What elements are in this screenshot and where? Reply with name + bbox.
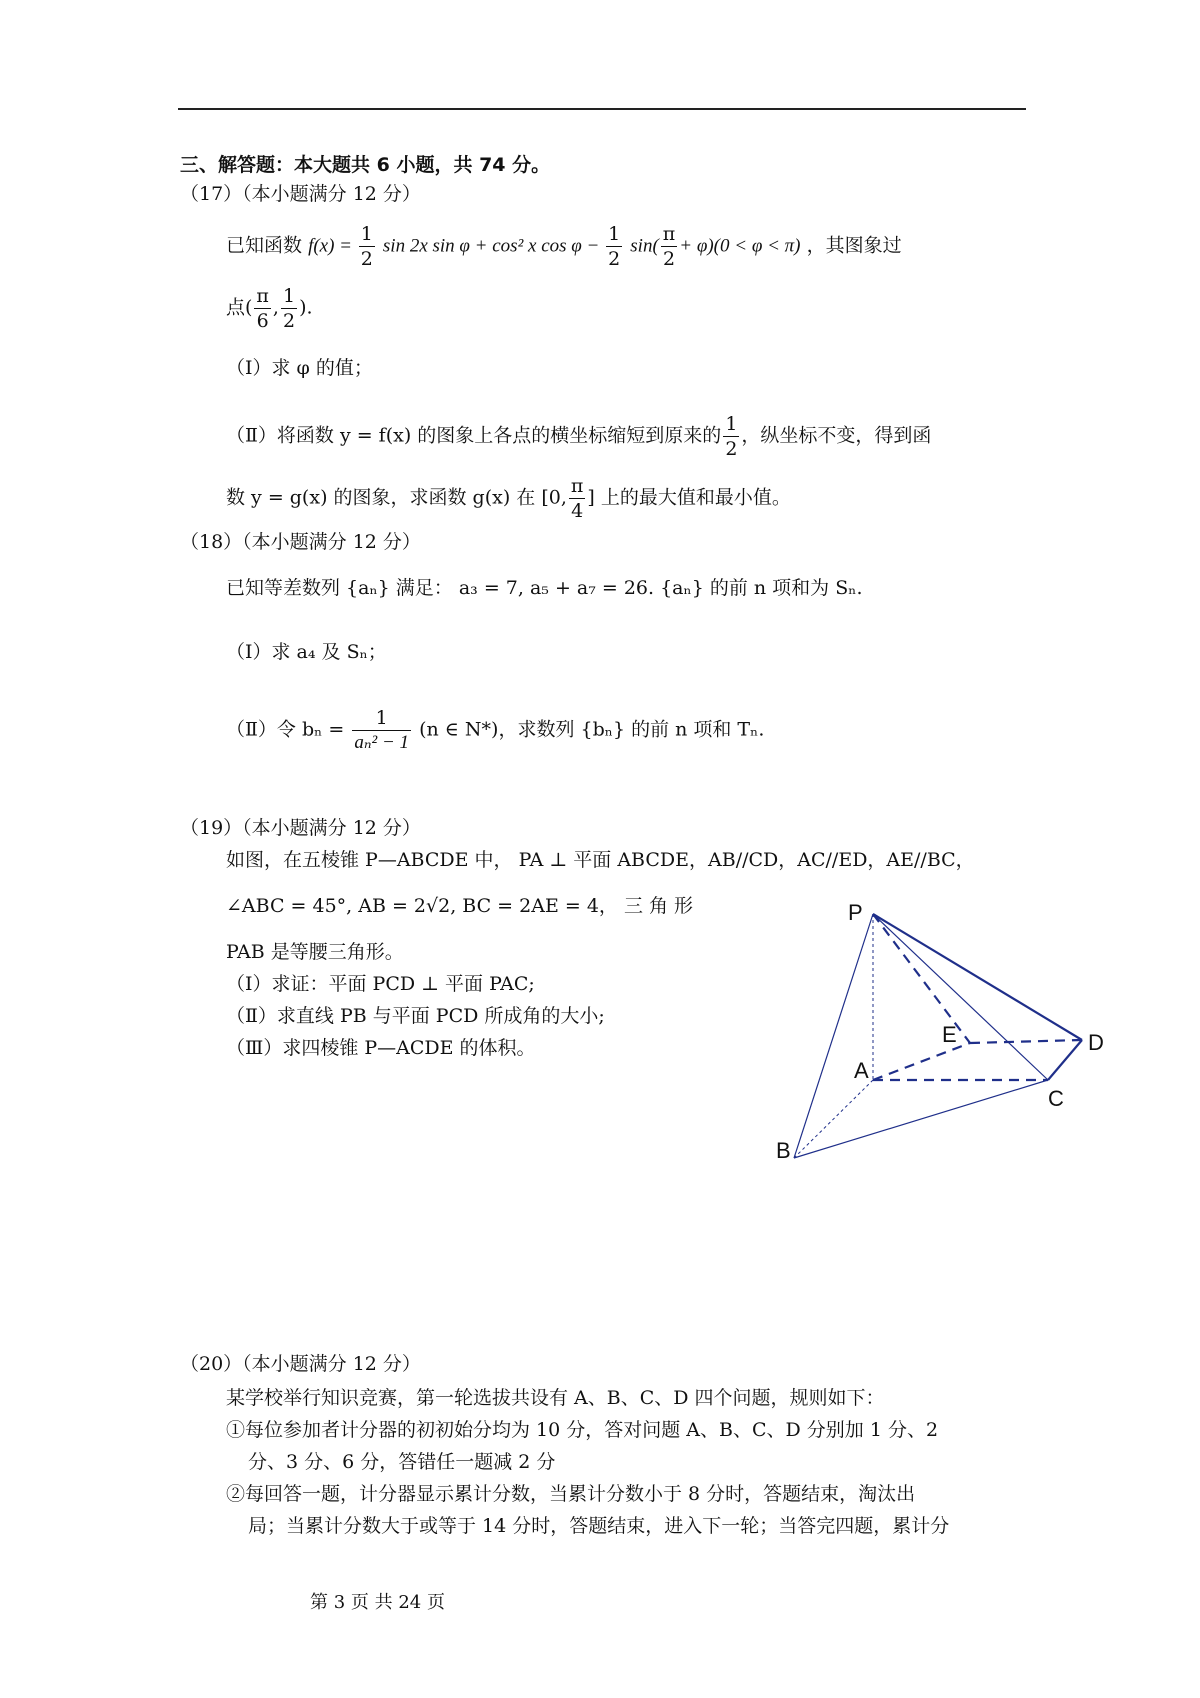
q17-point-y-num: 1: [282, 285, 296, 307]
q18-part2: [226, 706, 764, 755]
q17-part2-frac-num: 1: [725, 413, 738, 435]
q17-point-suffix: ).: [299, 296, 313, 319]
q17-point-x: [254, 284, 271, 333]
label-p: P: [848, 900, 863, 925]
q17-part2-int-den: 4: [571, 500, 584, 522]
q18-part2-den: aₙ² − 1: [354, 732, 410, 753]
q17-part2-line2: [226, 474, 791, 523]
q20-rule1-b: 分、3 分、6 分，答错任一题减 2 分: [248, 1451, 556, 1473]
edge-bc: [794, 1080, 1048, 1158]
q20-line1: 某学校举行知识竞赛，第一轮选拔共设有 A、B、C、D 四个问题，规则如下：: [226, 1387, 885, 1409]
q17-intro: [226, 222, 902, 271]
q17-part2-line1: [226, 412, 931, 461]
section-title: 三、解答题：本大题共 6 小题，共 74 分。: [180, 154, 551, 176]
edge-ae: [873, 1043, 970, 1080]
q17-frac-2-den: 2: [608, 248, 621, 270]
edge-pd: [873, 914, 1082, 1040]
q17-frac-1: [359, 222, 375, 271]
q19-line1: 如图，在五棱锥 P—ABCDE 中， PA ⊥ 平面 ABCDE，AB//CD，AC//ED，AE//BC，: [226, 849, 975, 871]
top-rule: [178, 108, 1026, 110]
q17-intro-suffix: ，其图象过: [806, 234, 902, 257]
label-d: D: [1088, 1030, 1104, 1055]
q18-intro: 已知等差数列 {aₙ} 满足： a₃ = 7, a₅ + a₇ = 26. {aₙ} 的前 n 项和为 Sₙ.: [226, 577, 863, 599]
edge-pb: [794, 914, 873, 1158]
label-a: A: [854, 1058, 869, 1083]
q17-frac-1-den: 2: [360, 248, 373, 270]
q17-f-def: f(x) =: [308, 235, 357, 257]
q17-frac-1-num: 1: [360, 223, 373, 245]
q17-part2-c: 数 y = g(x) 的图象，求函数 g(x) 在 [0,: [226, 486, 567, 509]
q19-part2: （Ⅱ）求直线 PB 与平面 PCD 所成角的大小;: [226, 1005, 605, 1027]
q18-heading: （18）（本小题满分 12 分）: [180, 531, 421, 553]
q17-point-x-num: π: [256, 285, 269, 307]
q17-part2-d: ] 上的最大值和最小值。: [587, 486, 791, 509]
q17-term2-close: + φ)(0 < φ < π): [679, 235, 801, 257]
q17-point-y: [281, 284, 297, 333]
q17-part2-int: [569, 474, 586, 523]
q19-heading: （19）（本小题满分 12 分）: [180, 817, 421, 839]
q20-heading: （20）（本小题满分 12 分）: [180, 1353, 421, 1375]
q17-frac-pi: [661, 222, 678, 271]
q17-point-x-den: 6: [256, 310, 269, 332]
q17-part2-frac-den: 2: [725, 438, 738, 460]
q18-part2-b: (n ∈ N*)，求数列 {bₙ} 的前 n 项和 Tₙ.: [419, 718, 765, 741]
q17-part2-a: （Ⅱ）将函数 y = f(x) 的图象上各点的横坐标缩短到原来的: [226, 424, 722, 447]
q18-part2-num: 1: [352, 706, 411, 731]
label-b: B: [776, 1138, 791, 1163]
q17-part2-b: ，纵坐标不变，得到函: [741, 424, 932, 447]
q17-point-y-den: 2: [282, 310, 296, 332]
q17-part2-int-num: π: [570, 475, 584, 497]
q17-frac-pi-den: 2: [662, 248, 676, 270]
label-c: C: [1048, 1086, 1064, 1111]
q17-frac-2: [606, 222, 622, 271]
q17-frac-pi-num: π: [662, 223, 676, 245]
q17-part1: （Ⅰ）求 φ 的值；: [226, 357, 373, 379]
edge-cd: [1048, 1040, 1082, 1080]
q18-part2-a: （Ⅱ）令 bₙ =: [226, 718, 345, 741]
q17-heading: （17）（本小题满分 12 分）: [180, 183, 421, 205]
q20-rule2-a: ②每回答一题，计分器显示累计分数，当累计分数小于 8 分时，答题结束，淘汰出: [226, 1483, 916, 1505]
q17-intro-prefix: 已知函数: [226, 234, 303, 257]
q17-point: 点( $\frac{\pi}{6}$ , $\frac{1}{2}$ ).: [226, 285, 313, 332]
label-e: E: [942, 1022, 957, 1047]
q19-line3: PAB 是等腰三角形。: [226, 941, 404, 963]
q17-part2-frac: [723, 412, 739, 461]
q19-part1: （Ⅰ）求证：平面 PCD ⊥ 平面 PAC;: [226, 973, 535, 995]
pyramid-figure: [770, 890, 1110, 1170]
q17-point-prefix: 点(: [226, 296, 253, 319]
q18-part2-frac: [352, 706, 411, 755]
q19-line2: ∠ABC = 45°, AB = 2√2, BC = 2AE = 4， 三 角 形: [226, 895, 694, 917]
edge-pc: [873, 914, 1048, 1080]
q19-part3: （Ⅲ）求四棱锥 P—ACDE 的体积。: [226, 1037, 536, 1059]
q18-part1: （Ⅰ）求 a₄ 及 Sₙ；: [226, 641, 387, 663]
page-number: 第 3 页 共 24 页: [310, 1592, 445, 1613]
edge-ed: [970, 1040, 1082, 1043]
q17-term2-open: sin(: [630, 235, 659, 257]
q20-rule2-b: 局；当累计分数大于或等于 14 分时，答题结束，进入下一轮；当答完四题，累计分: [248, 1515, 950, 1537]
q17-frac-2-num: 1: [608, 223, 621, 245]
q17-term1-rest: sin 2x sin φ + cos² x cos φ −: [382, 235, 605, 257]
q20-rule1-a: ①每位参加者计分器的初初始分均为 10 分，答对问题 A、B、C、D 分别加 1 分、2: [226, 1419, 939, 1441]
